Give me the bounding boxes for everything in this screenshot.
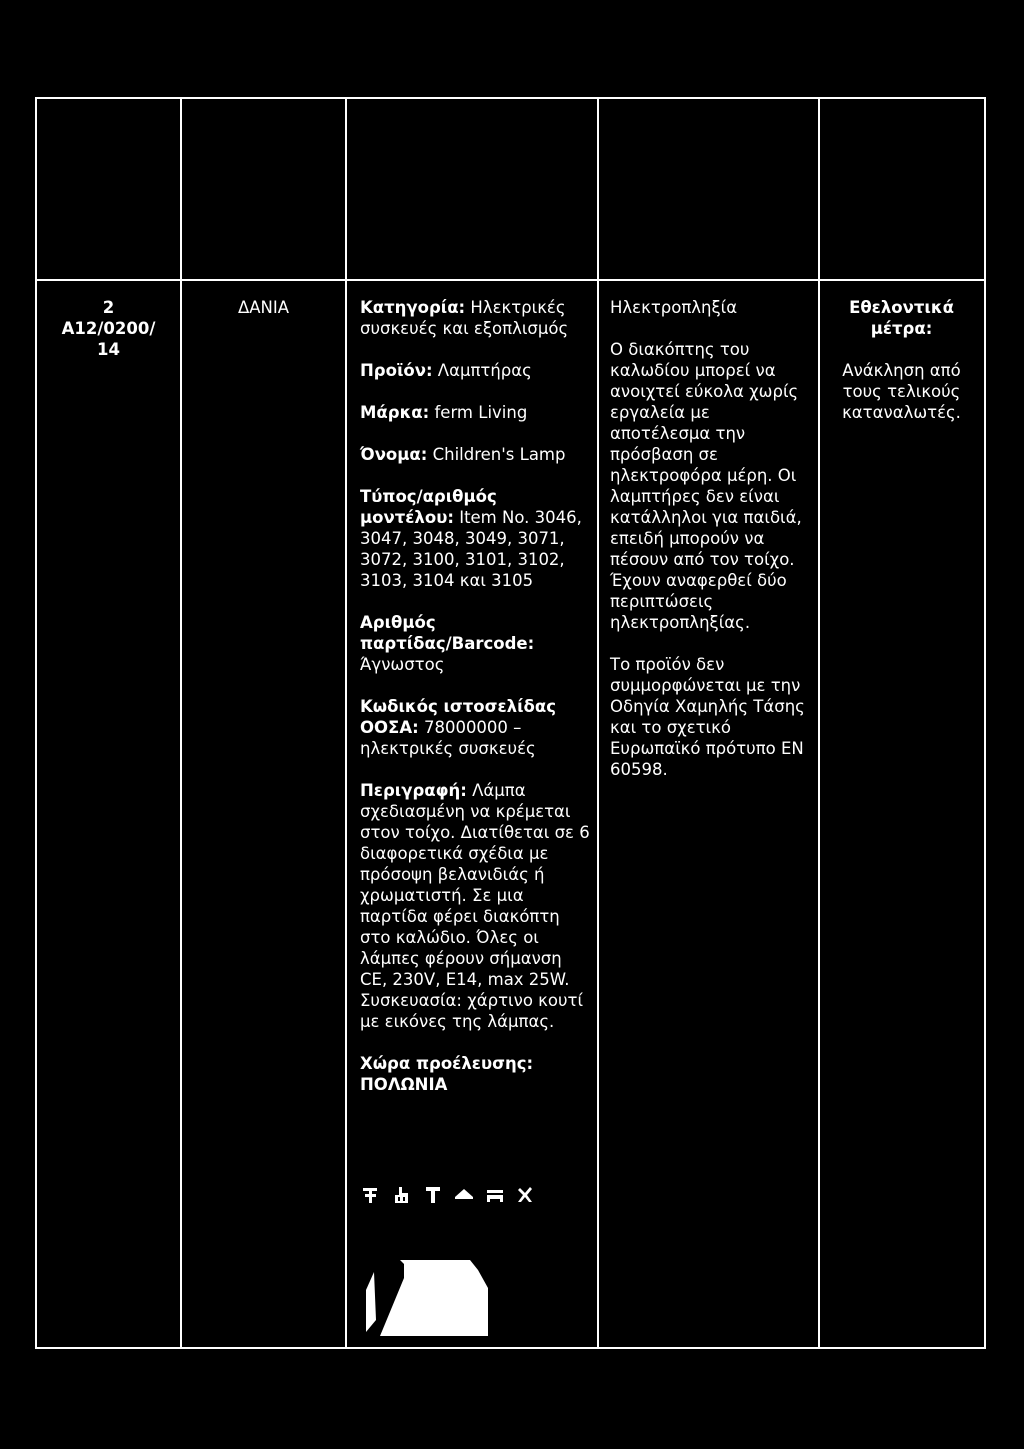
- name-field: [360, 444, 592, 465]
- model-value: Item No. 3046, 3047, 3048, 3049, 3071, 3072, 3100, 3101, 3102, 3103, 3104 και 3105: [360, 508, 582, 590]
- column-divider-5: [984, 97, 986, 1349]
- brand-field: [360, 402, 592, 423]
- product-value: Λαμπτήρας: [432, 361, 532, 380]
- risk-compliance: Το προϊόν δεν συμμορφώνεται με την Οδηγία Χαμηλής Τάσης και το σχετικό Ευρωπαϊκό πρότυπο EN 60598.: [610, 655, 805, 779]
- product-label: Προϊόν:: [360, 361, 433, 380]
- header-row-bottom-border: [35, 279, 986, 281]
- batch-label: Αριθμός παρτίδας/Barcode:: [360, 613, 535, 653]
- lamp-icon-6: [515, 1185, 537, 1205]
- oecd-value: 78000000 – ηλεκτρικές συσκευές: [360, 718, 536, 758]
- risk-cell: [610, 297, 815, 780]
- column-divider-3: [597, 97, 599, 1349]
- table-top-border: [35, 97, 986, 99]
- product-cell: [360, 297, 592, 1095]
- row-number: 2: [102, 298, 115, 317]
- origin-value: ΠΟΛΩΝΙΑ: [360, 1075, 448, 1094]
- risk-description: Ο διακόπτης του καλωδίου μπορεί να ανοιχτεί εύκολα χωρίς εργαλεία με αποτέλεσμα την πρόσβαση σε ηλεκτροφόρα μέρη. Οι λαμπτήρες δεν είναι κατάλληλοι για παιδιά, επειδή μπορούν να πέσουν από τον τοίχο. Έχουν αναφερθεί δύο περιπτώσεις ηλεκτροπληξίας.: [610, 340, 802, 632]
- risk-type: Ηλεκτροπληξία: [610, 298, 738, 317]
- product-marking-icons: [360, 1185, 537, 1205]
- lamp-icon-2: [391, 1185, 413, 1205]
- measures-label: Εθελοντικά μέτρα:: [849, 298, 954, 338]
- category-label: Κατηγορία:: [360, 298, 466, 317]
- model-field: [360, 486, 592, 591]
- name-label: Όνομα:: [360, 445, 428, 464]
- measures-value: Ανάκληση από τους τελικούς καταναλωτές.: [842, 361, 961, 422]
- batch-field: [360, 612, 592, 675]
- lamp-icon-5: [484, 1185, 506, 1205]
- lamp-icon-3: [422, 1185, 444, 1205]
- lamp-icon-1: [360, 1185, 382, 1205]
- batch-value: Άγνωστος: [360, 655, 445, 674]
- column-divider-4: [818, 97, 820, 1349]
- category-value: Ηλεκτρικές συσκευές και εξοπλισμός: [360, 298, 569, 338]
- column-divider-1: [180, 97, 182, 1349]
- lamp-icon-4: [453, 1185, 475, 1205]
- description-label: Περιγραφή:: [360, 781, 467, 800]
- table-bottom-border: [35, 1347, 986, 1349]
- oecd-field: [360, 696, 592, 759]
- row-number-cell: [37, 297, 180, 360]
- origin-label: Χώρα προέλευσης:: [360, 1054, 534, 1073]
- category-field: [360, 297, 592, 339]
- description-field: [360, 780, 592, 1032]
- product-field: [360, 360, 592, 381]
- oecd-label: Κωδικός ιστοσελίδας ΟΟΣΑ:: [360, 697, 556, 737]
- measures-cell: [821, 297, 982, 423]
- name-value: Children's Lamp: [427, 445, 566, 464]
- notifying-country: ΔΑΝΙΑ: [237, 298, 290, 317]
- origin-field: [360, 1053, 592, 1095]
- country-cell: [182, 297, 345, 318]
- column-divider-0: [35, 97, 37, 1349]
- brand-label: Μάρκα:: [360, 403, 430, 422]
- description-value: Λάμπα σχεδιασμένη να κρέμεται στον τοίχο. Διατίθεται σε 6 διαφορετικά σχέδια με πρόσοψη βελανιδιάς ή χρωματιστή. Σε μια παρτίδα φέρει διακόπτη στο καλώδιο. Όλες οι λάμπες φέρουν σήμανση CE, 230V, E14, max 25W. Συσκευασία: χάρτινο κουτί με εικόνες της λάμπας.: [360, 781, 590, 1031]
- brand-value: ferm Living: [429, 403, 528, 422]
- notification-code-line1: A12/0200/: [61, 319, 156, 338]
- model-label: Τύπος/αριθμός μοντέλου:: [360, 487, 497, 527]
- notification-code-line2: 14: [97, 340, 120, 359]
- column-divider-2: [345, 97, 347, 1349]
- product-photo: [360, 1260, 488, 1336]
